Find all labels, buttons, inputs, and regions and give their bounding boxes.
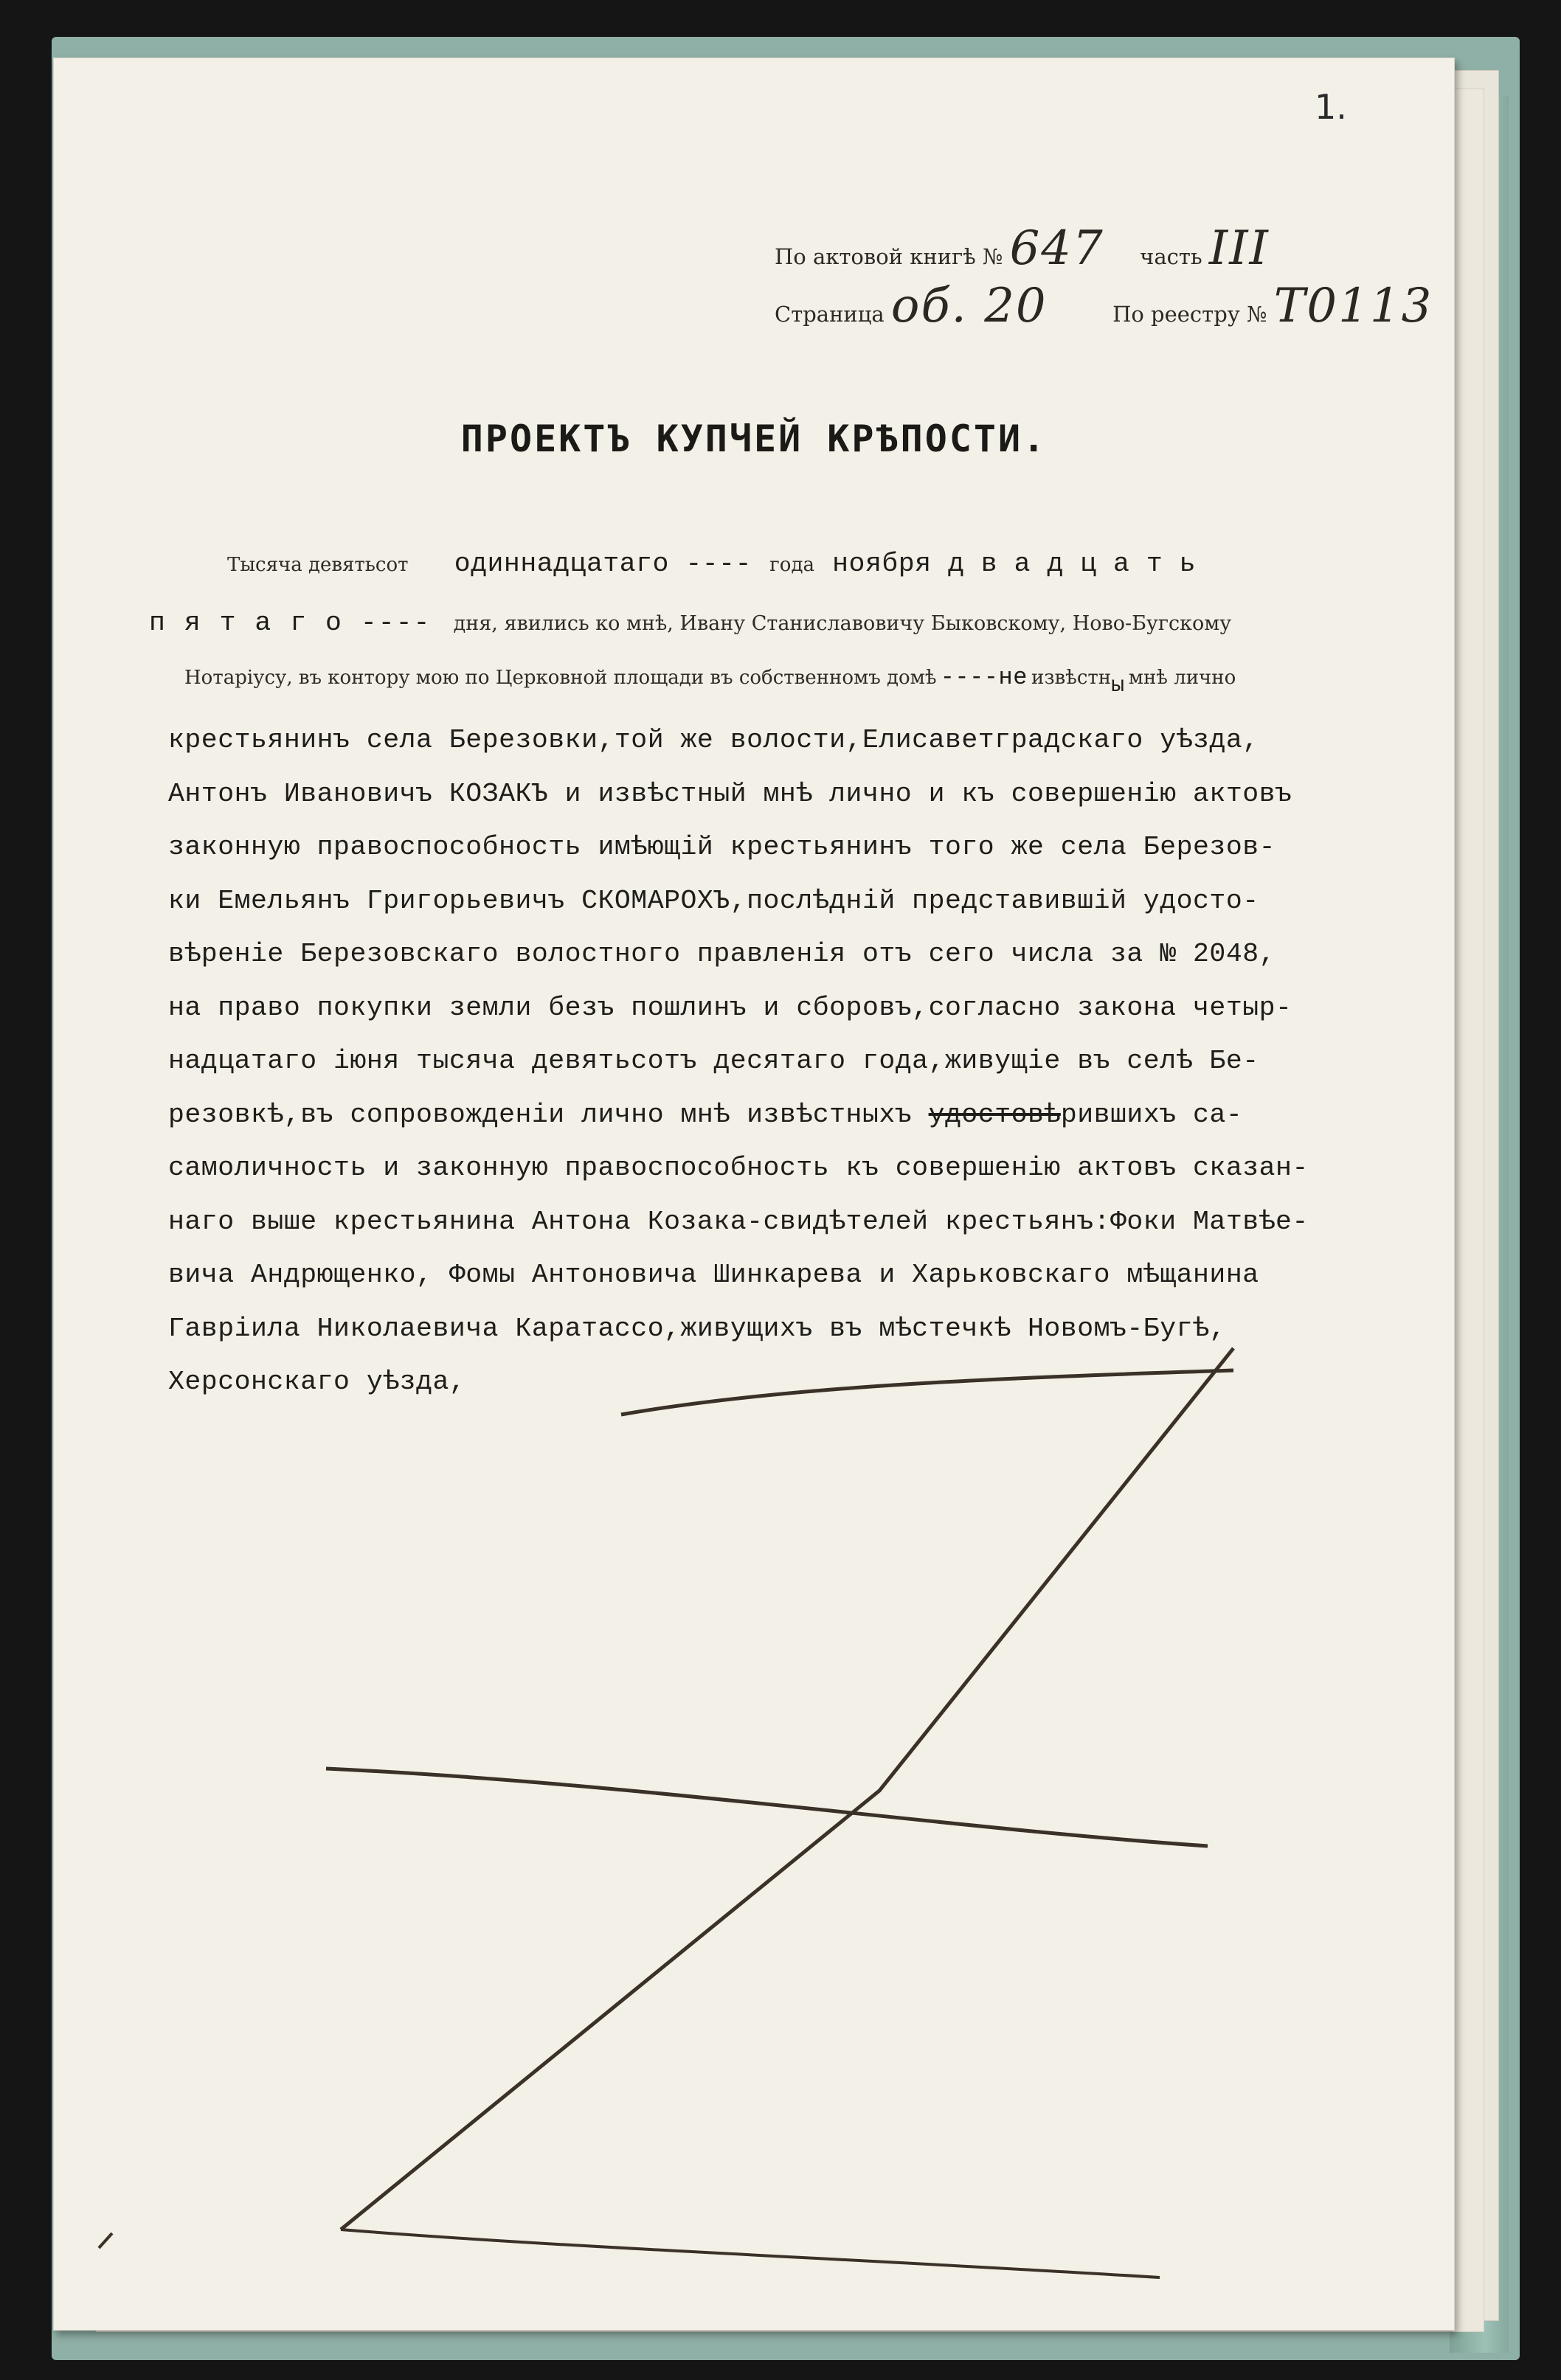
act-book-number: 647 [1009,221,1104,276]
body-line: вѣреніе Березовскаго волостного правленія отъ сего числа за № 2048, [168,939,1276,969]
intro-typed-day: п я т а г о ---- [149,608,432,638]
body-line: законную правоспособность имѣющій крестьянинъ того же села Березов- [168,832,1276,862]
z-stroke-diagonal [341,1348,1233,2230]
act-book-label: По актовой книгѣ № [775,244,1003,269]
margin-tick [99,2233,112,2248]
body-line: вича Андрющенко, Фомы Антоновича Шинкарева и Харьковскаго мѣщанина [168,1260,1259,1290]
folio-number: 1. [1315,87,1347,127]
page-label: Страница [775,302,885,327]
intro-printed-year: Тысяча девятьсот [227,554,409,576]
body-line-start: резовкѣ,въ сопровожденіи лично мнѣ извѣстныхъ [168,1099,913,1130]
document-sheet [53,58,1455,2331]
body-line: на право покупки земли безъ пошлинъ и сборовъ,согласно закона четыр- [168,992,1292,1023]
body-line: надцатаго іюня тысяча девятьсотъ десятаго года,живущіе въ селѣ Бе- [168,1046,1259,1076]
page-number: об. 20 [890,279,1048,333]
z-stroke-top [621,1370,1233,1415]
part-label: часть [1140,244,1202,269]
body-line-tail: рившихъ са- [1060,1099,1243,1130]
body-line: Херсонскаго уѣзда, [168,1367,466,1397]
struck-word: удостовѣ [928,1099,1061,1130]
body-line: Гавріила Николаевича Каратассо,живущихъ въ мѣстечкѣ Новомъ-Бугѣ, [168,1313,1226,1344]
intro-typed-year: одиннадцатаго ---- [454,549,752,579]
body-line: Антонъ Ивановичъ КОЗАКЪ и извѣстный мнѣ лично и къ совершенію актовъ [168,778,1292,809]
intro-printed-office: Нотаріусу, въ контору мою по Церковной площади въ собственномъ домѣ [184,667,937,689]
intro-printed-notary: дня, явились ко мнѣ, Ивану Станиславовичу Быковскому, Ново-Бугскому [453,612,1232,635]
intro-typed-date: ноября д в а д ц а т ь [832,549,1197,579]
cross-stroke-horizontal [326,1769,1208,1846]
body-line: наго выше крестьянина Антона Козака-свидѣтелей крестьянъ:Фоки Матвѣе- [168,1206,1309,1237]
body-line: самоличность и законную правоспособность къ совершенію актовъ сказан- [168,1153,1309,1183]
register-label: По реестру № [1112,302,1267,327]
z-stroke-bottom [341,2230,1160,2277]
intro-typed-ne: ----не [940,664,1028,691]
intro-printed-goda: года [769,554,814,576]
cancellation-z-mark [53,58,1455,2331]
intro-typed-y: ы [1111,673,1125,698]
document-title: ПРОЕКТЪ КУПЧЕЙ КРѢПОСТИ. [460,417,1048,460]
register-number: Т0113 [1273,279,1433,333]
body-line: крестьянинъ села Березовки,той же волости,Елисаветградскаго уѣзда, [168,725,1259,755]
body-line: ки Емельянъ Григорьевичъ СКОМАРОХЪ,послѣдній представившій удосто- [168,885,1259,916]
intro-printed-izvestn: извѣстн [1031,667,1112,689]
part-number: III [1208,221,1270,276]
intro-printed-lichno: мнѣ лично [1128,667,1236,689]
